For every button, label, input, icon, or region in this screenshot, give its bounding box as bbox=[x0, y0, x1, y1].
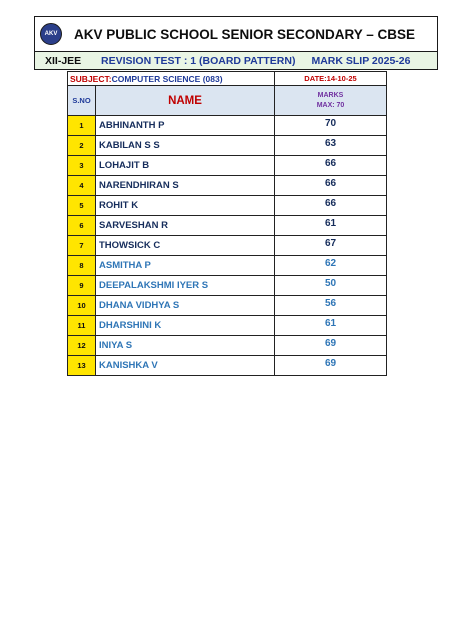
marks-table bbox=[67, 71, 387, 376]
student-name: NARENDHIRAN S bbox=[96, 176, 275, 196]
student-name: KABILAN S S bbox=[96, 136, 275, 156]
student-row bbox=[68, 356, 387, 376]
student-row bbox=[68, 256, 387, 276]
class-label: XII-JEE bbox=[45, 54, 82, 67]
student-row bbox=[68, 216, 387, 236]
student-row bbox=[68, 336, 387, 356]
student-sno: 11 bbox=[68, 316, 96, 336]
student-row bbox=[68, 156, 387, 176]
student-sno: 5 bbox=[68, 196, 96, 216]
student-name: LOHAJIT B bbox=[96, 156, 275, 176]
subject-cell bbox=[68, 72, 275, 86]
marks-header bbox=[275, 86, 387, 116]
student-name: ROHIT K bbox=[96, 196, 275, 216]
student-sno: 7 bbox=[68, 236, 96, 256]
student-row bbox=[68, 316, 387, 336]
test-subheader bbox=[34, 52, 438, 70]
subject-value: COMPUTER SCIENCE (083) bbox=[111, 73, 223, 84]
student-sno: 13 bbox=[68, 356, 96, 376]
student-mark: 63 bbox=[275, 136, 387, 156]
student-sno: 12 bbox=[68, 336, 96, 356]
student-mark: 70 bbox=[275, 116, 387, 136]
student-sno: 6 bbox=[68, 216, 96, 236]
school-logo-icon: AKV bbox=[40, 23, 62, 45]
student-sno: 4 bbox=[68, 176, 96, 196]
student-sno: 9 bbox=[68, 276, 96, 296]
student-mark: 50 bbox=[275, 276, 387, 296]
student-row bbox=[68, 236, 387, 256]
school-header bbox=[34, 16, 438, 52]
student-name: DHANA VIDHYA S bbox=[96, 296, 275, 316]
student-mark: 62 bbox=[275, 256, 387, 276]
student-mark: 66 bbox=[275, 176, 387, 196]
student-mark: 61 bbox=[275, 316, 387, 336]
student-row bbox=[68, 116, 387, 136]
student-sno: 10 bbox=[68, 296, 96, 316]
student-sno: 3 bbox=[68, 156, 96, 176]
student-mark: 69 bbox=[275, 336, 387, 356]
student-row bbox=[68, 136, 387, 156]
student-name: SARVESHAN R bbox=[96, 216, 275, 236]
student-name: INIYA S bbox=[96, 336, 275, 356]
student-mark: 69 bbox=[275, 356, 387, 376]
column-header-row bbox=[68, 86, 387, 116]
subject-label: SUBJECT: bbox=[70, 73, 112, 84]
mark-slip-year: MARK SLIP 2025-26 bbox=[311, 54, 411, 67]
test-title: REVISION TEST : 1 (BOARD PATTERN) bbox=[101, 54, 296, 67]
school-name: AKV PUBLIC SCHOOL SENIOR SECONDARY – CBSE bbox=[73, 26, 416, 42]
sno-header: S.NO bbox=[68, 86, 96, 116]
student-sno: 2 bbox=[68, 136, 96, 156]
student-name: KANISHKA V bbox=[96, 356, 275, 376]
student-mark: 66 bbox=[275, 196, 387, 216]
student-name: THOWSICK C bbox=[96, 236, 275, 256]
student-mark: 61 bbox=[275, 216, 387, 236]
student-sno: 8 bbox=[68, 256, 96, 276]
marks-header-label: MARKS bbox=[317, 91, 344, 99]
name-header: NAME bbox=[96, 86, 275, 116]
student-name: DHARSHINI K bbox=[96, 316, 275, 336]
student-row bbox=[68, 296, 387, 316]
student-row bbox=[68, 276, 387, 296]
student-name: DEEPALAKSHMI IYER S bbox=[96, 276, 275, 296]
test-date: DATE:14-10-25 bbox=[275, 72, 387, 86]
max-marks-label: MAX: 70 bbox=[316, 101, 345, 109]
student-mark: 67 bbox=[275, 236, 387, 256]
student-mark: 66 bbox=[275, 156, 387, 176]
student-name: ASMITHA P bbox=[96, 256, 275, 276]
subject-row bbox=[68, 72, 387, 86]
student-sno: 1 bbox=[68, 116, 96, 136]
student-mark: 56 bbox=[275, 296, 387, 316]
student-name: ABHINANTH P bbox=[96, 116, 275, 136]
student-row bbox=[68, 176, 387, 196]
student-row bbox=[68, 196, 387, 216]
